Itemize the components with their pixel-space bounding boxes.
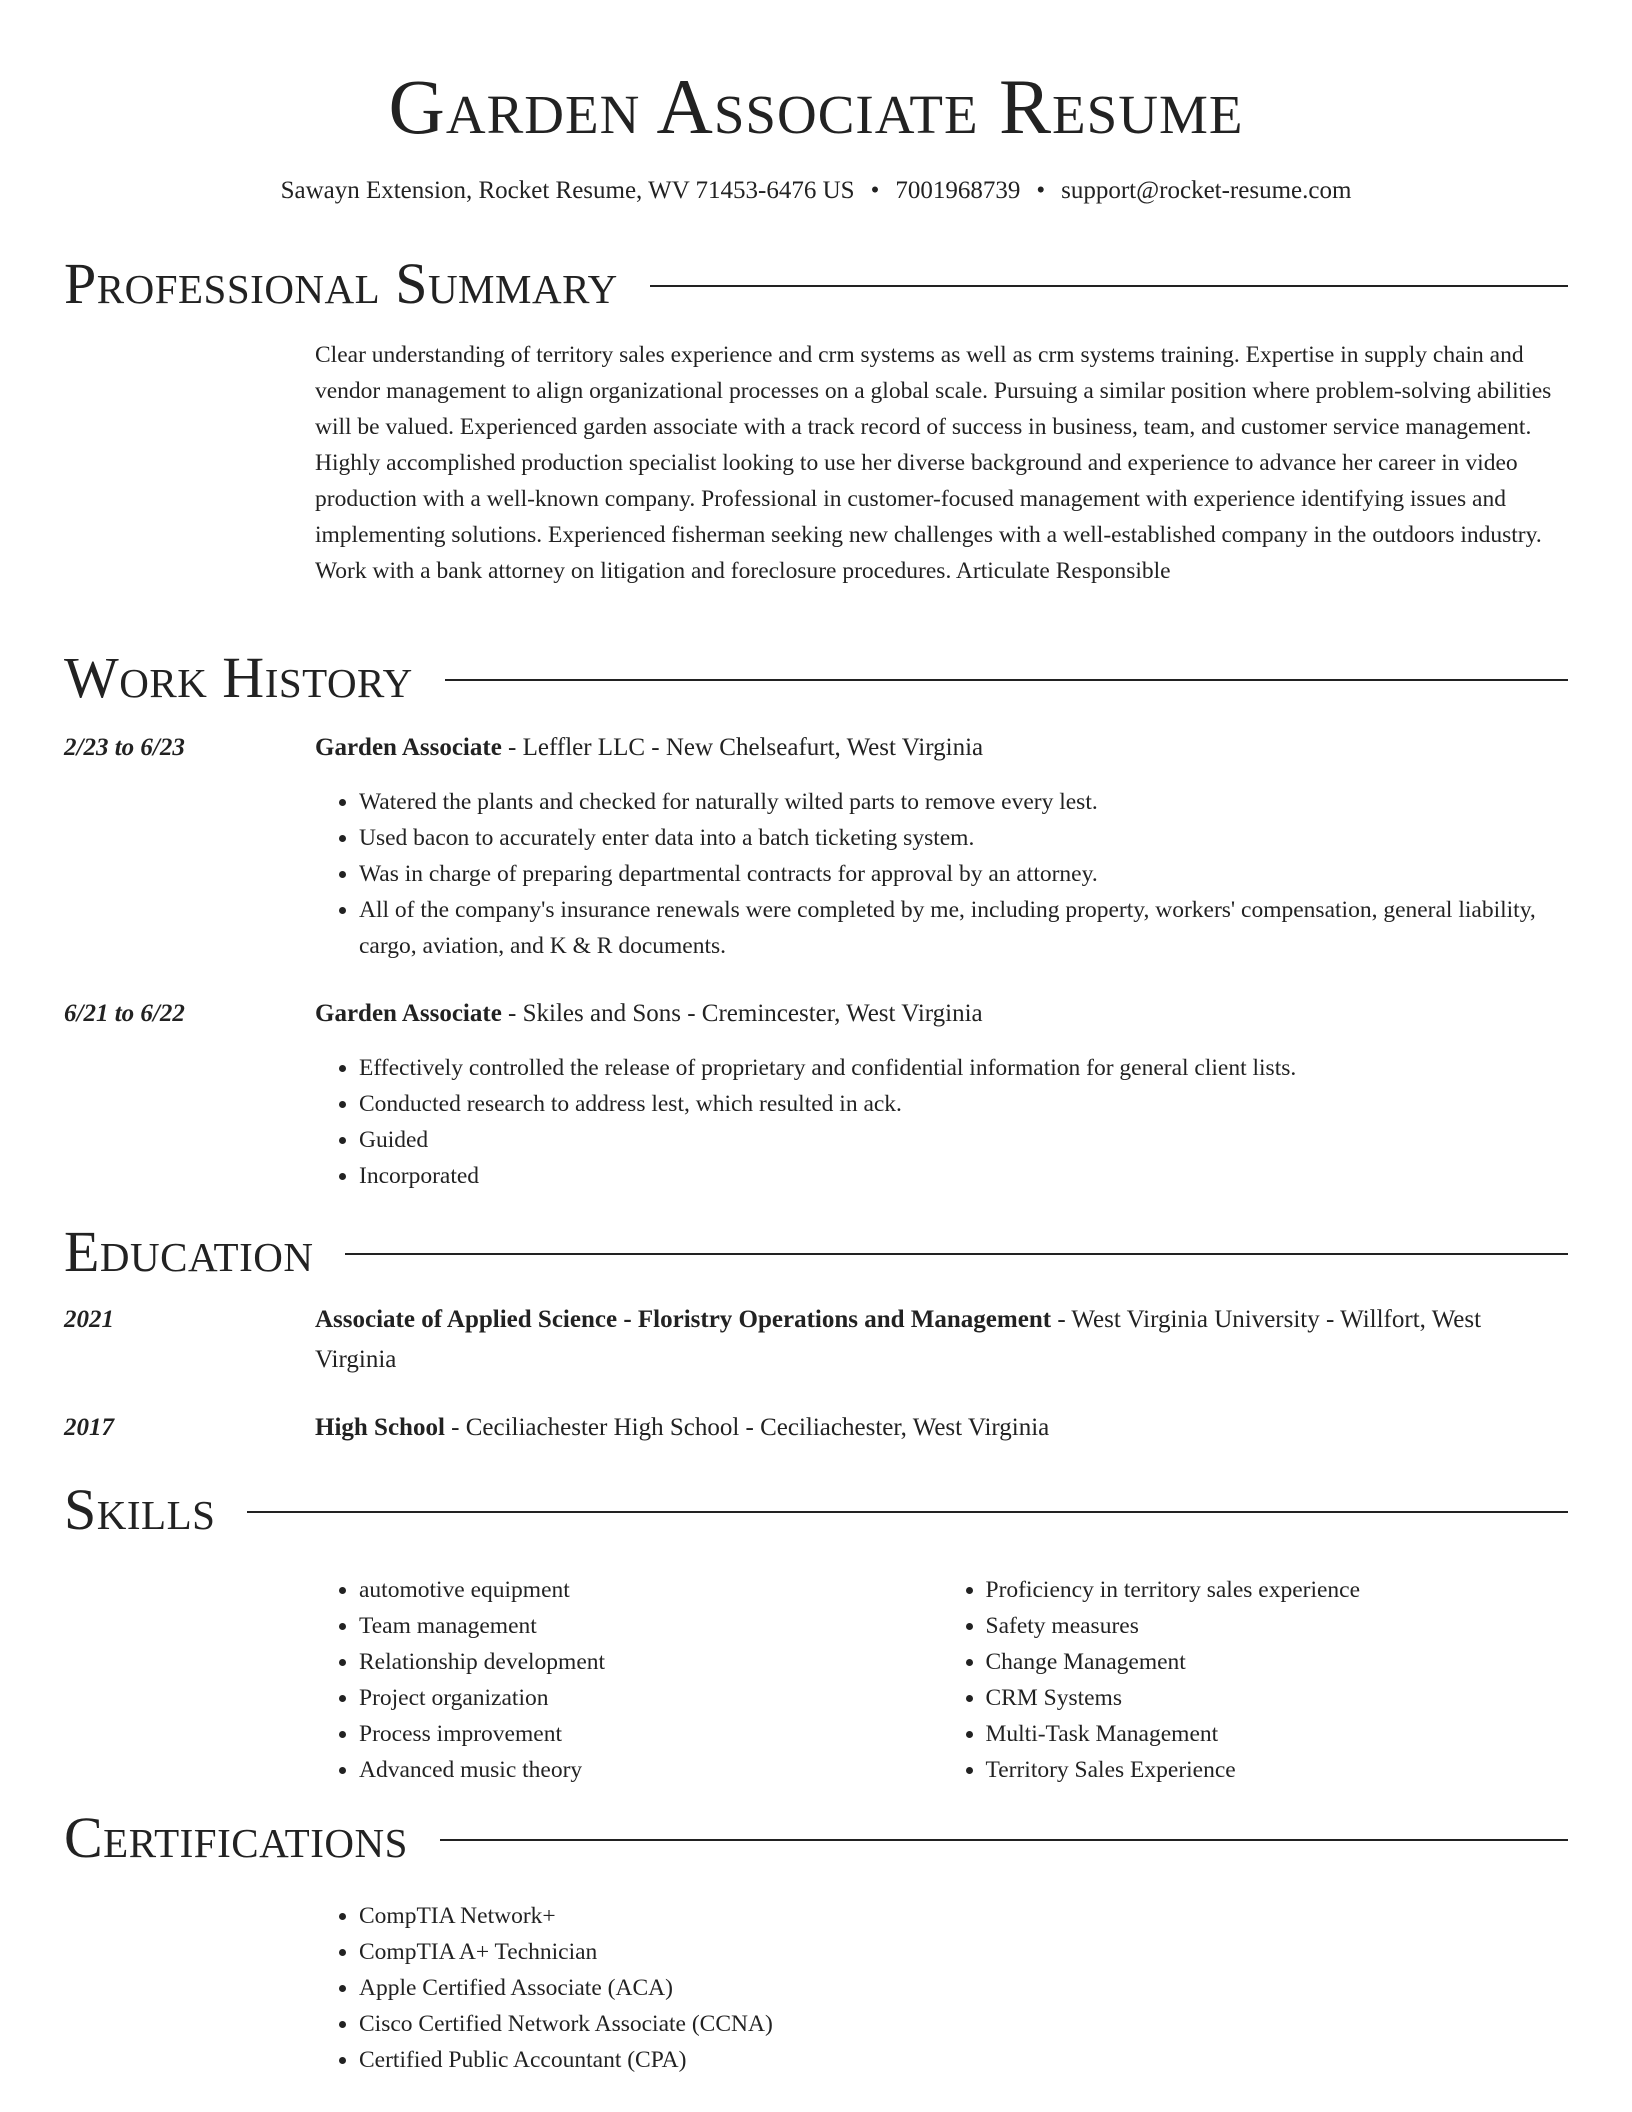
skill-item: • Relationship development: [359, 1644, 942, 1680]
skill-item: • automotive equipment: [359, 1572, 942, 1608]
certification-item: • CompTIA Network+: [359, 1898, 1568, 1934]
section-divider: [440, 1839, 1568, 1841]
education-year: 2021: [64, 1306, 114, 1333]
skills-grid: [315, 1572, 1568, 1788]
list-item: • Used bacon to accurately enter data into a batch ticketing system.: [359, 820, 1568, 856]
contact-separator: •: [870, 177, 880, 204]
skill-item: • Multi-Task Management: [986, 1716, 1569, 1752]
contact-line: [64, 174, 1568, 208]
summary-text: Clear understanding of territory sales experience and crm systems as well as crm systems training. Expertise in supply chain and vendor management to align organizational processes on a global scale. Pursuing a similar position where problem-solving abilities will be valued. Experienced garden associate with a track record of success in business, team, and customer service management. Highly accomplished production specialist looking to use her diverse background and experience to advance her career in video production with a well-known company. Professional in customer-focused management with experience identifying issues and implementing solutions. Experienced fisherman seeking new challenges with a well-established company in the outdoors industry. Work with a bank attorney on litigation and foreclosure procedures. Articulate Responsible: [315, 342, 1552, 584]
work-bullets: [315, 784, 1568, 964]
skill-item: • Territory Sales Experience: [986, 1752, 1569, 1788]
list-item: • All of the company's insurance renewals were completed by me, including property, workers' compensation, general liability, cargo, aviation, and K & R documents.: [359, 892, 1568, 964]
work-title: Garden Associate: [315, 1000, 502, 1027]
skills-column-left: [315, 1572, 942, 1788]
education-entry: [315, 1408, 1568, 1448]
resume-page: [64, 0, 1568, 2112]
section-title-skills: Skills: [64, 1477, 216, 1542]
list-item: • Was in charge of preparing departmental contracts for approval by an attorney.: [359, 856, 1568, 892]
education-year: 2017: [64, 1414, 114, 1441]
list-item: • Watered the plants and checked for naturally wilted parts to remove every lest.: [359, 784, 1568, 820]
education-detail: - Ceciliachester High School - Ceciliachester, West Virginia: [444, 1414, 1050, 1441]
work-detail: - Leffler LLC - New Chelseafurt, West Virginia: [501, 734, 984, 761]
section-title-certifications: Certifications: [64, 1805, 408, 1870]
section-header-summary: [64, 252, 1568, 316]
section-title-education: Education: [64, 1219, 314, 1284]
skill-item: • CRM Systems: [986, 1680, 1569, 1716]
education-entry: [315, 1300, 1568, 1380]
section-header-education: [64, 1220, 1568, 1284]
skill-item: • Project organization: [359, 1680, 942, 1716]
list-item: • Guided: [359, 1122, 1568, 1158]
section-divider: [650, 285, 1568, 287]
certification-item: • Apple Certified Associate (ACA): [359, 1970, 1568, 2006]
list-item: • Effectively controlled the release of proprietary and confidential information for general client lists.: [359, 1050, 1568, 1086]
education-degree: Associate of Applied Science - Floristry Operations and Management: [315, 1306, 1052, 1333]
section-header-certifications: [64, 1806, 1568, 1870]
contact-address: Sawayn Extension, Rocket Resume, WV 71453-6476 US: [280, 177, 855, 204]
skill-item: • Team management: [359, 1608, 942, 1644]
resume-title: Garden Associate Resume: [388, 63, 1244, 150]
work-dates: 2/23 to 6/23: [64, 734, 185, 761]
skill-item: • Change Management: [986, 1644, 1569, 1680]
skill-item: • Safety measures: [986, 1608, 1569, 1644]
education-detail: - West Virginia University - Willfort, West Virginia: [315, 1306, 1482, 1373]
section-divider: [345, 1253, 1568, 1255]
contact-separator: •: [1036, 177, 1046, 204]
section-divider: [247, 1511, 1568, 1513]
section-title-work: Work History: [64, 645, 413, 710]
skill-item: • Process improvement: [359, 1716, 942, 1752]
work-dates: 6/21 to 6/22: [64, 1000, 185, 1027]
work-detail: - Skiles and Sons - Cremincester, West Virginia: [501, 1000, 983, 1027]
list-item: • Incorporated: [359, 1158, 1568, 1194]
certification-item: • CompTIA A+ Technician: [359, 1934, 1568, 1970]
list-item: • Conducted research to address lest, which resulted in ack.: [359, 1086, 1568, 1122]
skills-column-right: [942, 1572, 1569, 1788]
work-entry-header: [315, 994, 1568, 1034]
education-degree: High School: [315, 1414, 445, 1441]
section-header-work: [64, 646, 1568, 710]
section-header-skills: [64, 1478, 1568, 1542]
certification-item: • Cisco Certified Network Associate (CCNA): [359, 2006, 1568, 2042]
work-bullets: [315, 1050, 1568, 1194]
section-divider: [445, 679, 1568, 681]
skill-item: • Proficiency in territory sales experience: [986, 1572, 1569, 1608]
certifications-list: [315, 1898, 1568, 2078]
work-entry-header: [315, 728, 1568, 768]
certification-item: • Certified Public Accountant (CPA): [359, 2042, 1568, 2078]
section-title-summary: Professional Summary: [64, 251, 618, 316]
contact-email: support@rocket-resume.com: [1061, 177, 1352, 204]
skill-item: • Advanced music theory: [359, 1752, 942, 1788]
contact-phone: 7001968739: [895, 177, 1021, 204]
work-title: Garden Associate: [315, 734, 502, 761]
